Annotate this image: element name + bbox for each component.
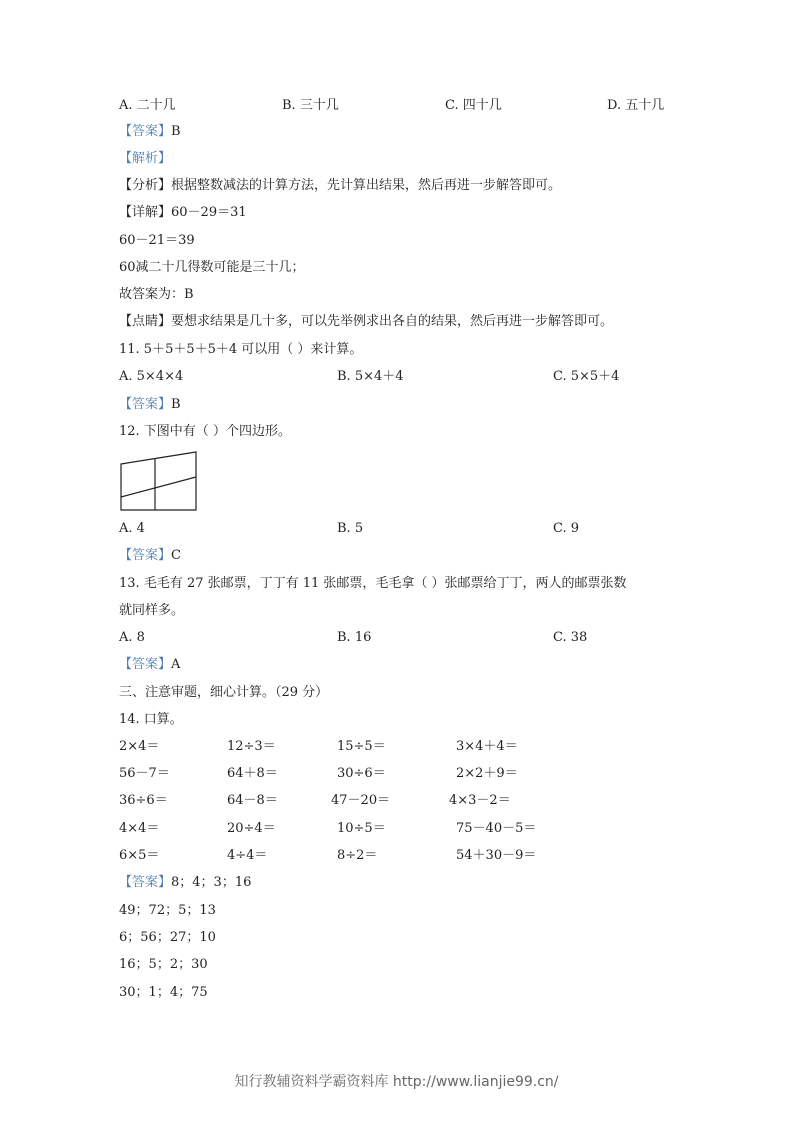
q10-fenxi bbox=[119, 177, 561, 195]
answer-tag: 【答案】 bbox=[119, 124, 172, 139]
calc-item: 36÷6＝ bbox=[119, 793, 168, 808]
calc-item: 4×3－2＝ bbox=[449, 793, 511, 808]
calc-item: 20÷4＝ bbox=[227, 821, 276, 836]
q13-option-a: A. 8 bbox=[119, 630, 145, 645]
calc-item: 3×4＋4＝ bbox=[456, 739, 518, 754]
q13-answer bbox=[119, 656, 180, 674]
calc-item: 64－8＝ bbox=[227, 793, 278, 808]
q11-option-b: B. 5×4＋4 bbox=[337, 369, 404, 384]
answer-value: A bbox=[171, 657, 181, 672]
xiangjie-tag: 【详解】 bbox=[119, 205, 172, 220]
calc-item: 47－20＝ bbox=[331, 793, 391, 808]
answer-value: B bbox=[171, 397, 181, 412]
slanted-divider bbox=[121, 477, 196, 497]
answer-tag: 【答案】 bbox=[119, 657, 172, 672]
answer-tag: 【答案】 bbox=[119, 548, 172, 563]
q10-xiangjie bbox=[119, 204, 247, 222]
calc-item: 12÷3＝ bbox=[227, 739, 276, 754]
q12-question: 12. 下图中有（ ）个四边形。 bbox=[119, 424, 291, 439]
calc-item: 64＋8＝ bbox=[227, 766, 278, 781]
q10-dianjing bbox=[119, 313, 613, 331]
answer-value: B bbox=[171, 124, 181, 139]
q14-question: 14. 口算。 bbox=[119, 712, 183, 727]
q13-question-line2: 就同样多。 bbox=[119, 603, 185, 618]
quadrilateral-figure bbox=[119, 451, 199, 513]
q14-answer-row: 49；72；5；13 bbox=[119, 903, 216, 918]
section-title: 三、注意审题，细心计算。（29 分） bbox=[119, 685, 329, 700]
calc-item: 4÷4＝ bbox=[227, 848, 268, 863]
q10-option-a: A. 二十几 bbox=[119, 98, 176, 113]
q12-option-c: C. 9 bbox=[553, 521, 580, 536]
q13-option-b: B. 16 bbox=[337, 630, 372, 645]
q10-option-b: B. 三十几 bbox=[282, 98, 339, 113]
q12-option-b: B. 5 bbox=[337, 521, 364, 536]
calc-item: 8÷2＝ bbox=[337, 848, 378, 863]
q10-step4: 故答案为：B bbox=[119, 287, 194, 302]
q10-step2: 60－21＝39 bbox=[119, 233, 195, 248]
q10-option-c: C. 四十几 bbox=[445, 98, 502, 113]
answer-value: 8；4；3；16 bbox=[171, 875, 252, 890]
calc-item: 75－40－5＝ bbox=[456, 821, 537, 836]
calc-item: 6×5＝ bbox=[119, 848, 160, 863]
answer-tag: 【答案】 bbox=[119, 397, 172, 412]
fenxi-tag: 【分析】 bbox=[119, 178, 172, 193]
dianjing-text: 要想求结果是几十多，可以先举例求出各自的结果，然后再进一步解答即可。 bbox=[171, 314, 614, 329]
calc-item: 10÷5＝ bbox=[337, 821, 386, 836]
dianjing-tag: 【点睛】 bbox=[119, 314, 172, 329]
answer-value: C bbox=[171, 548, 181, 563]
q11-option-a: A. 5×4×4 bbox=[119, 369, 184, 384]
q12-option-a: A. 4 bbox=[119, 521, 145, 536]
calc-item: 54＋30－9＝ bbox=[456, 848, 537, 863]
footer-watermark: 知行教辅资料学霸资料库 http://www.lianjie99.cn/ bbox=[234, 1074, 559, 1090]
q10-analysis-tag: 【解析】 bbox=[119, 151, 172, 166]
calc-item: 30÷6＝ bbox=[337, 766, 386, 781]
q13-question-line1: 13. 毛毛有 27 张邮票，丁丁有 11 张邮票，毛毛拿（ ）张邮票给丁丁，两人的邮票张数 bbox=[119, 576, 627, 591]
q14-answer-row: 30；1；4；75 bbox=[119, 985, 208, 1000]
q10-answer bbox=[119, 123, 181, 141]
q13-option-c: C. 38 bbox=[553, 630, 588, 645]
calc-item: 2×2＋9＝ bbox=[456, 766, 518, 781]
fenxi-text: 根据整数减法的计算方法，先计算出结果，然后再进一步解答即可。 bbox=[171, 178, 562, 193]
outer-trapezoid bbox=[121, 452, 196, 510]
calc-item: 56－7＝ bbox=[119, 766, 170, 781]
q10-step3: 60减二十几得数可能是三十几； bbox=[119, 260, 305, 275]
q11-answer bbox=[119, 396, 181, 414]
q11-question: 11. 5＋5＋5＋5＋4 可以用（ ）来计算。 bbox=[119, 342, 363, 357]
calc-item: 4×4＝ bbox=[119, 821, 160, 836]
q14-answer-row: 6；56；27；10 bbox=[119, 930, 216, 945]
q14-answer bbox=[119, 874, 251, 892]
answer-tag: 【答案】 bbox=[119, 875, 172, 890]
q11-option-c: C. 5×5＋4 bbox=[553, 369, 620, 384]
calc-item: 2×4＝ bbox=[119, 739, 160, 754]
q12-answer bbox=[119, 547, 181, 565]
xiangjie-text: 60－29＝31 bbox=[171, 205, 247, 220]
q14-answer-row: 16；5；2；30 bbox=[119, 957, 208, 972]
q10-option-d: D. 五十几 bbox=[607, 98, 665, 113]
calc-item: 15÷5＝ bbox=[337, 739, 386, 754]
